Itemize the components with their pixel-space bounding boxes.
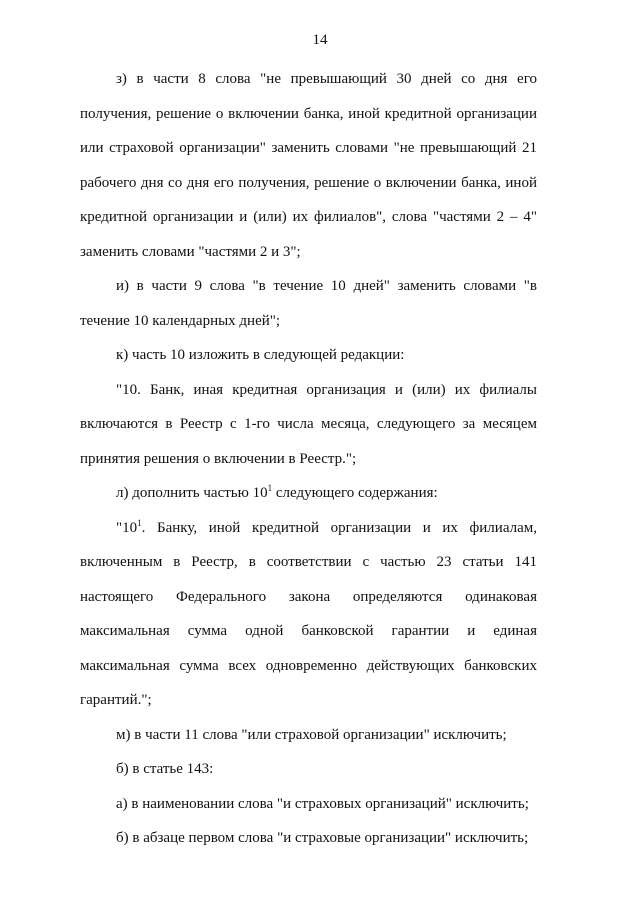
paragraph-a-name: а) в наименовании слова "и страховых организаций" исключить; — [116, 795, 529, 812]
paragraph-z: з) в части 8 слова "не превышающий 30 дней со дня его получения, решение о включении банка, иной кредитной организации или страховой организации" заменить словами "не превышающий 21 рабочего дня со дня его получения, решение о включении банка, иной кредитной организации и (или) их филиалов", слова "частями 2 – 4" заменить словами "частями 2 и 3"; — [80, 71, 537, 260]
paragraph-part-10-text: "10. Банк, иная кредитная организация и (или) их филиалы включаются в Реестр с 1-го числа месяца, следующего за месяцем принятия решения о включении в Реестр."; — [80, 381, 537, 467]
paragraph-l-start: л) дополнить частью 10 — [116, 485, 268, 501]
paragraph-k: к) часть 10 изложить в следующей редакции: — [116, 347, 405, 363]
paragraph-m: м) в части 11 слова "или страховой организации" исключить; — [116, 726, 507, 743]
paragraph-part-10-1-start: "10 — [116, 519, 138, 536]
paragraph-part-10-1-end: . Банку, иной кредитной организации и их филиалам, включенным в Реестр, в соответствии с частью 23 статьи 141 настоящего Федерального закона определяются одинаковая максимальная сумма одной банковской гарантии и единая максимальная сумма всех одновременно действующих банковских гарантий."; — [80, 519, 537, 708]
paragraph-part-10-1-text — [80, 511, 537, 718]
paragraph-i: и) в части 9 слова "в течение 10 дней" заменить словами "в течение 10 календарных дней"; — [80, 278, 537, 329]
paragraph-b-article: б) в статье 143: — [116, 761, 214, 777]
paragraph-l — [80, 476, 537, 511]
superscript: 1 — [137, 517, 142, 528]
paragraph-l-end: следующего содержания: — [272, 485, 438, 501]
document-body — [80, 62, 537, 856]
superscript: 1 — [267, 483, 273, 493]
page-number: 14 — [312, 32, 328, 48]
paragraph-b-first: б) в абзаце первом слова "и страховые организации" исключить; — [116, 830, 529, 846]
